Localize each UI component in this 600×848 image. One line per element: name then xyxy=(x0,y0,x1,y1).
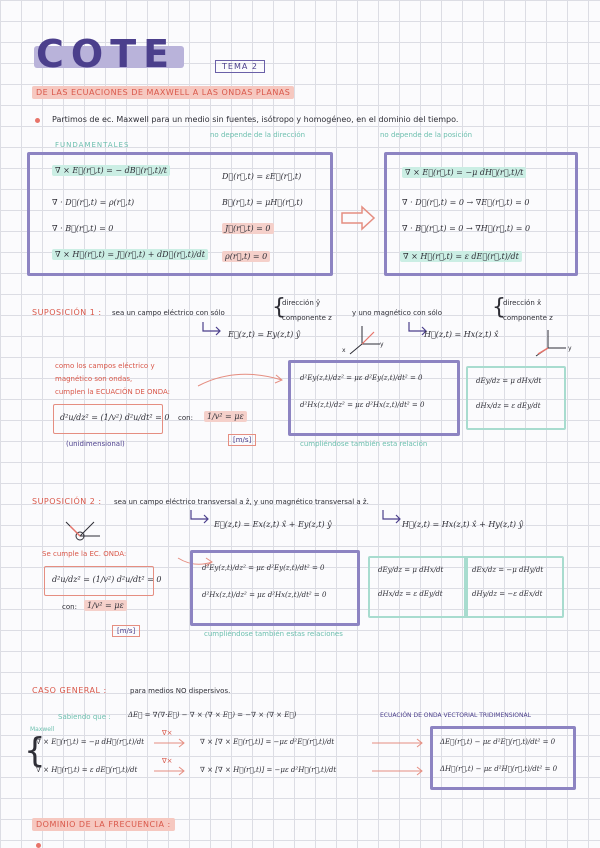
curl-label-2: ∇× xyxy=(162,757,173,765)
sup2-units: [m/s] xyxy=(112,625,140,637)
sup1-rel-box xyxy=(466,366,566,430)
axes-e-icon xyxy=(342,322,386,356)
eq-gauss-b: ∇ · B⃗(r⃗,t) = 0 xyxy=(52,224,114,233)
arrow-icon xyxy=(188,510,212,524)
sup2-con: con: xyxy=(62,603,77,611)
eq-gauss-d: ∇ · D⃗(r⃗,t) = ρ(r⃗,t) xyxy=(52,198,135,207)
sup2-wave-eq: d²u/dz² = (1/v²) d²u/dt² = 0 xyxy=(52,575,162,584)
arrow-icon xyxy=(152,766,188,776)
transversal-axes-icon xyxy=(56,512,106,548)
arrow-icon xyxy=(380,510,404,524)
sup1-note-3: cumplen la ECUACIÓN DE ONDA: xyxy=(55,388,171,396)
sup1-eq2: d²Hx(z,t)/dz² = με d²Hx(z,t)/dt² = 0 xyxy=(300,401,425,409)
sup1-brace2-a: dirección x̂ xyxy=(503,299,542,307)
arrow-icon xyxy=(370,738,426,748)
result-faraday: ∇ × E⃗(r⃗,t) = −μ dH⃗(r⃗,t)/t xyxy=(402,168,526,177)
sup2-rel4: dHy/dz = −ε dEx/dt xyxy=(472,590,543,598)
sup2-field-e: E⃗(z,t) = Ex(z,t) x̂ + Ey(z,t) ŷ xyxy=(214,520,332,529)
general-text: para medios NO dispersivos. xyxy=(130,687,231,695)
svg-text:x: x xyxy=(342,347,346,354)
general-wave-box xyxy=(430,726,576,790)
general-c2: ∇ × [∇ × H⃗(r⃗,t)] = −με d²H⃗(r⃗,t)/dt xyxy=(200,766,337,774)
general-sabiendo: Sabiendo que : xyxy=(58,713,111,721)
freq-title: DOMINIO DE LA FRECUENCIA : xyxy=(32,820,175,829)
sup2-field-h: H⃗(z,t) = Hx(z,t) x̂ + Hy(z,t) ŷ xyxy=(402,520,524,529)
eq-j: J⃗(r⃗,t) = 0 xyxy=(222,224,274,233)
brace-left: { xyxy=(24,731,46,771)
curved-arrow-icon xyxy=(196,372,286,388)
general-m2: ∇ × H⃗(r⃗,t) = ε dE⃗(r⃗,t)/dt xyxy=(36,766,138,774)
general-identity: ΔE⃗ = ∇(∇·E⃗) − ∇ × (∇ × E⃗) = −∇ × (∇ × E⃗) xyxy=(128,711,297,719)
sup1-note-1: como los campos eléctrico y xyxy=(55,362,155,370)
section-title-maxwell: DE LAS ECUACIONES DE MAXWELL A LAS ONDAS PLANAS xyxy=(32,88,294,97)
sup1-field-h: H⃗(z,t) = Hx(z,t) x̂ xyxy=(424,330,499,339)
svg-text:y: y xyxy=(568,345,572,352)
sup1-brace1-b: componente z xyxy=(282,314,332,322)
tema-label: TEMA 2 xyxy=(215,60,265,73)
bullet xyxy=(35,118,40,123)
general-ec-title: ECUACIÓN DE ONDA VECTORIAL TRIDIMENSIONAL xyxy=(380,712,531,719)
sup1-wave-eq: d²u/dz² = (1/v²) d²u/dt² = 0 xyxy=(60,413,170,422)
sup1-units: [m/s] xyxy=(228,434,256,446)
general-m1: ∇ × E⃗(r⃗,t) = −μ dH⃗(r⃗,t)/dt xyxy=(36,738,145,746)
sup2-title: SUPOSICIÓN 2 : xyxy=(32,497,102,506)
sup2-eq2: d²Hx(z,t)/dz² = με d²Hx(z,t)/dt² = 0 xyxy=(202,591,327,599)
eq-const-b: B⃗(r⃗,t) = μH⃗(r⃗,t) xyxy=(222,198,303,207)
general-c1: ∇ × [∇ × E⃗(r⃗,t)] = −με d²E⃗(r⃗,t)/dt xyxy=(200,738,335,746)
result-div-d: ∇ · D⃗(r⃗,t) = 0 → ∇E⃗(r⃗,t) = 0 xyxy=(402,198,530,207)
eq-ampere: ∇ × H⃗(r⃗,t) = J⃗(r⃗,t) + dD⃗(r⃗,t)/dt xyxy=(52,250,208,259)
sup1-con: con: xyxy=(178,414,193,422)
fundamentales-label: FUNDAMENTALES xyxy=(55,141,130,149)
intro-text: Partimos de ec. Maxwell para un medio sin fuentes, isótropo y homogéneo, en el dominio del tiempo. xyxy=(52,115,459,124)
sup2-text: sea un campo eléctrico transversal a ẑ, y uno magnético transversal a ẑ. xyxy=(114,498,369,506)
sup1-v-rel: 1/v² = με xyxy=(204,412,247,421)
brace-left: { xyxy=(272,295,286,320)
svg-text:y: y xyxy=(380,341,384,348)
eq-const-d: D⃗(r⃗,t) = εE⃗(r⃗,t) xyxy=(222,172,302,181)
sup1-cumpl: cumpliéndose también esta relación xyxy=(300,440,428,448)
arrow-icon xyxy=(152,738,188,748)
page-title: COTE xyxy=(36,32,177,76)
sup1-dim: (unidimensional) xyxy=(66,440,125,448)
sup1-text: sea un campo eléctrico con sólo xyxy=(112,309,225,317)
general-title: CASO GENERAL : xyxy=(32,686,107,695)
sup2-rel2: dHx/dz = ε dEy/dt xyxy=(378,590,443,598)
sup1-field-e: E⃗(z,t) = Ey(z,t) ŷ xyxy=(228,330,301,339)
result-div-b: ∇ · B⃗(r⃗,t) = 0 → ∇H⃗(r⃗,t) = 0 xyxy=(402,224,531,233)
general-maxwell: Maxwell xyxy=(30,726,55,733)
curl-label-1: ∇× xyxy=(162,729,173,737)
general-w2: ΔH⃗(r⃗,t) − με d²H⃗(r⃗,t)/dt² = 0 xyxy=(440,765,558,773)
sup1-brace1-a: dirección ŷ xyxy=(282,299,321,307)
sup2-rel3: dEx/dz = −μ dHy/dt xyxy=(472,566,544,574)
sup1-and: y uno magnético con sólo xyxy=(352,309,443,317)
bullet xyxy=(36,843,41,848)
note-position: no depende de la posición xyxy=(380,131,473,139)
sup1-rel1: dEy/dz = μ dHx/dt xyxy=(476,377,542,385)
implies-arrow-icon xyxy=(340,204,376,232)
sup2-cumpl: cumpliéndose también estas relaciones xyxy=(204,630,343,638)
arrow-icon xyxy=(370,766,426,776)
brace-right: { xyxy=(492,295,506,320)
sup2-cumple: Se cumple la EC. ONDA: xyxy=(42,550,127,558)
result-ampere: ∇ × H⃗(r⃗,t) = ε dE⃗(r⃗,t)/dt xyxy=(400,252,522,261)
sup2-rel1: dEy/dz = μ dHx/dt xyxy=(378,566,444,574)
sup1-eq-box xyxy=(288,360,460,436)
axes-h-icon xyxy=(530,326,574,358)
arrow-icon xyxy=(200,322,224,336)
eq-rho: ρ(r⃗,t) = 0 xyxy=(222,252,270,261)
sup1-note-2: magnético son ondas, xyxy=(55,375,133,383)
general-w1: ΔE⃗(r⃗,t) − με d²E⃗(r⃗,t)/dt² = 0 xyxy=(440,738,556,746)
sup1-eq1: d²Ey(z,t)/dz² = με d²Ey(z,t)/dt² = 0 xyxy=(300,374,423,382)
eq-faraday: ∇ × E⃗(r⃗,t) = − dB⃗(r⃗,t)/t xyxy=(52,166,170,175)
note-direction: no depende de la dirección xyxy=(210,131,306,139)
sup1-rel2: dHx/dz = ε dEy/dt xyxy=(476,402,541,410)
sup1-brace2-b: componente z xyxy=(503,314,553,322)
sup2-eq-box xyxy=(190,550,360,626)
sup1-title: SUPOSICIÓN 1 : xyxy=(32,308,102,317)
sup2-v-rel: 1/v² = με xyxy=(84,601,127,610)
sup2-eq1: d²Ey(z,t)/dz² = με d²Ey(z,t)/dt² = 0 xyxy=(202,564,325,572)
